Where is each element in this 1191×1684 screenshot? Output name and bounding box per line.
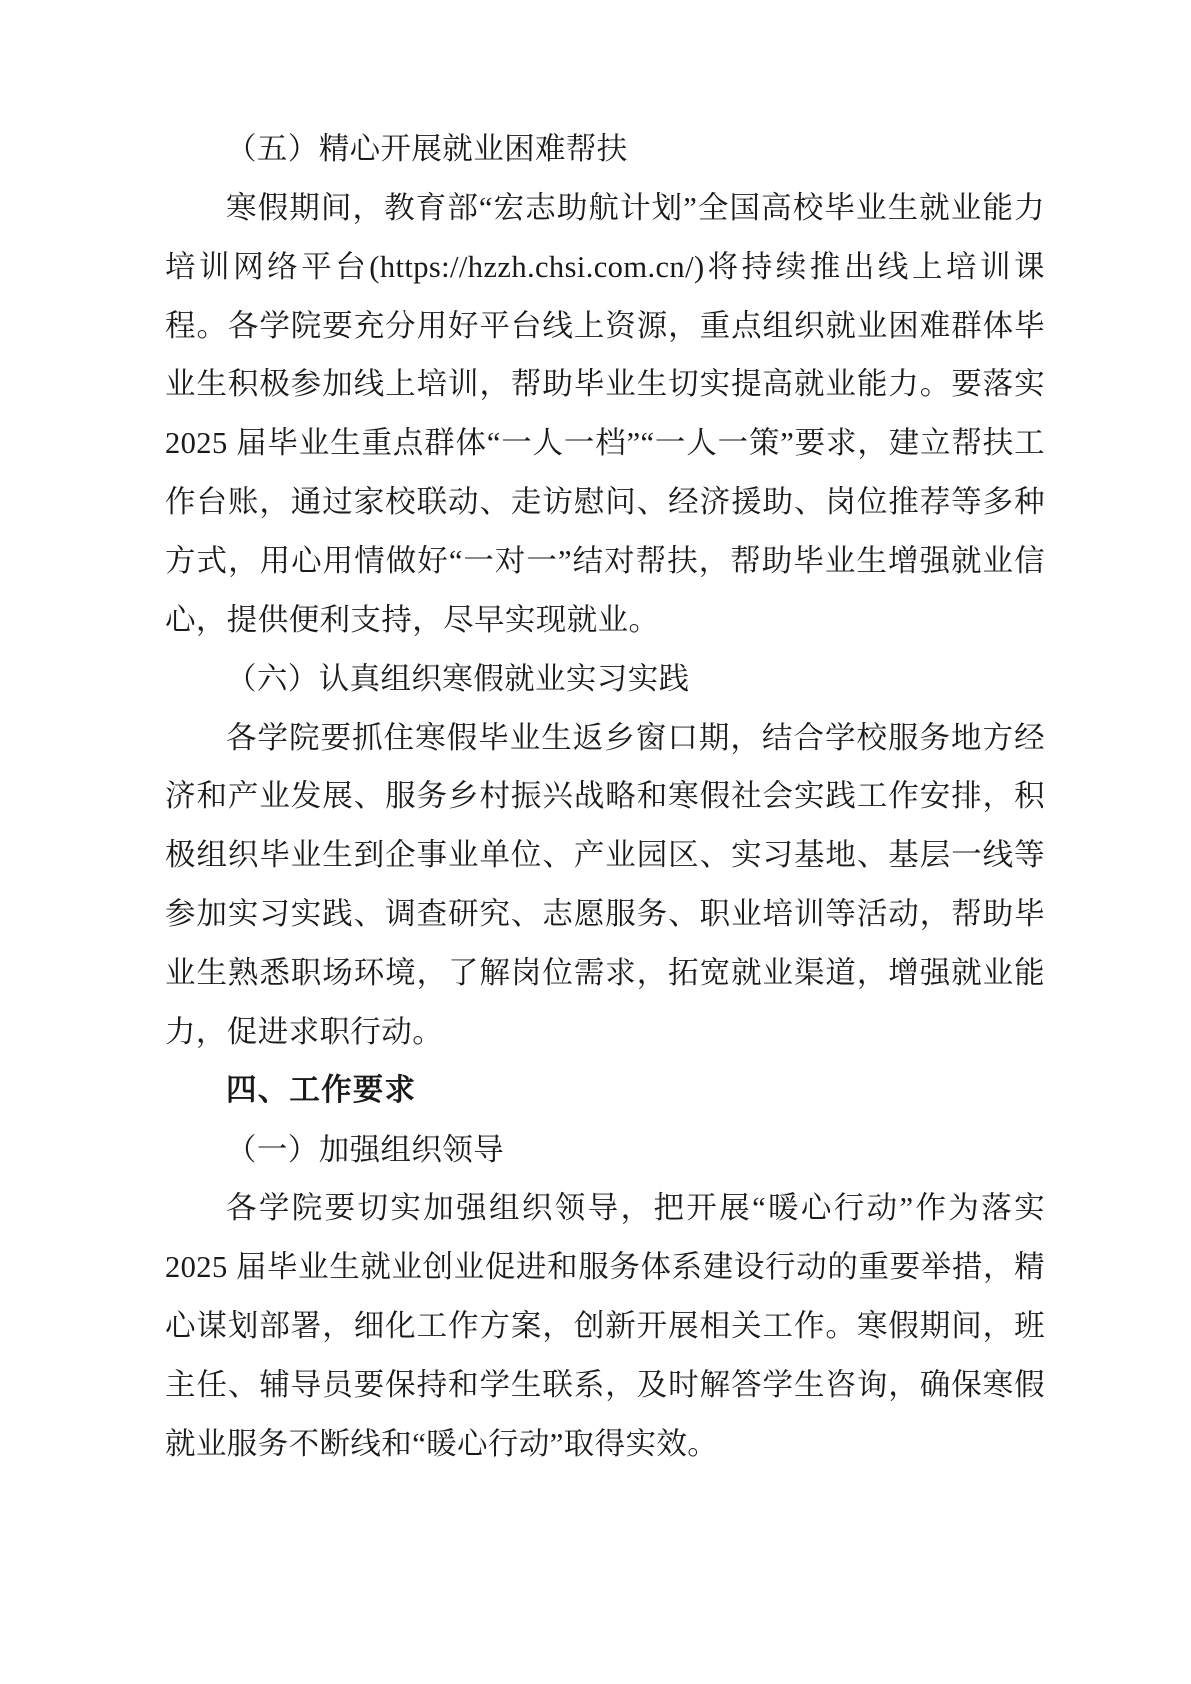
section-heading-6: （六）认真组织寒假就业实习实践 [226,661,690,696]
section-paragraph-6: 各学院要抓住寒假毕业生返乡窗口期，结合学校服务地方经济和产业发展、服务乡村振兴战略和寒假社会实践工作安排，积极组织毕业生到企事业单位、产业园区、实习基地、基层一线等参加实习实践、调查研究、志愿服务、职业培训等活动，帮助毕业生熟悉职场环境，了解岗位需求，拓宽就业渠道，增强就业能力，促进求职行动。 [165,720,1045,1049]
section-paragraph-5: 寒假期间，教育部“宏志助航计划”全国高校毕业生就业能力培训网络平台(https://hzzh.chsi.com.cn/)将持续推出线上培训课程。各学院要充分用好平台线上资源，重点组织就业困难群体毕业生积极参加线上培训，帮助毕业生切实提高就业能力。要落实 2025 届毕业生重点群体“一人一档”“一人一策”要求，建立帮扶工作台账，通过家校联动、走访慰问、经济援助、岗位推荐等多种方式，用心用情做好“一对一”结对帮扶，帮助毕业生增强就业信心，提供便利支持，尽早实现就业。 [165,190,1045,637]
document-body [165,120,1045,1474]
section-heading-5: （五）精心开展就业困难帮扶 [226,132,628,166]
subsection-heading-1: （一）加强组织领导 [226,1132,505,1167]
section-heading-four: 四、工作要求 [226,1072,417,1108]
subsection-paragraph-1: 各学院要切实加强组织领导，把开展“暖心行动”作为落实 2025 届毕业生就业创业促进和服务体系建设行动的重要举措，精心谋划部署，细化工作方案，创新开展相关工作。寒假期间，班主任、辅导员要保持和学生联系，及时解答学生咨询，确保寒假就业服务不断线和“暖心行动”取得实效。 [165,1191,1045,1461]
